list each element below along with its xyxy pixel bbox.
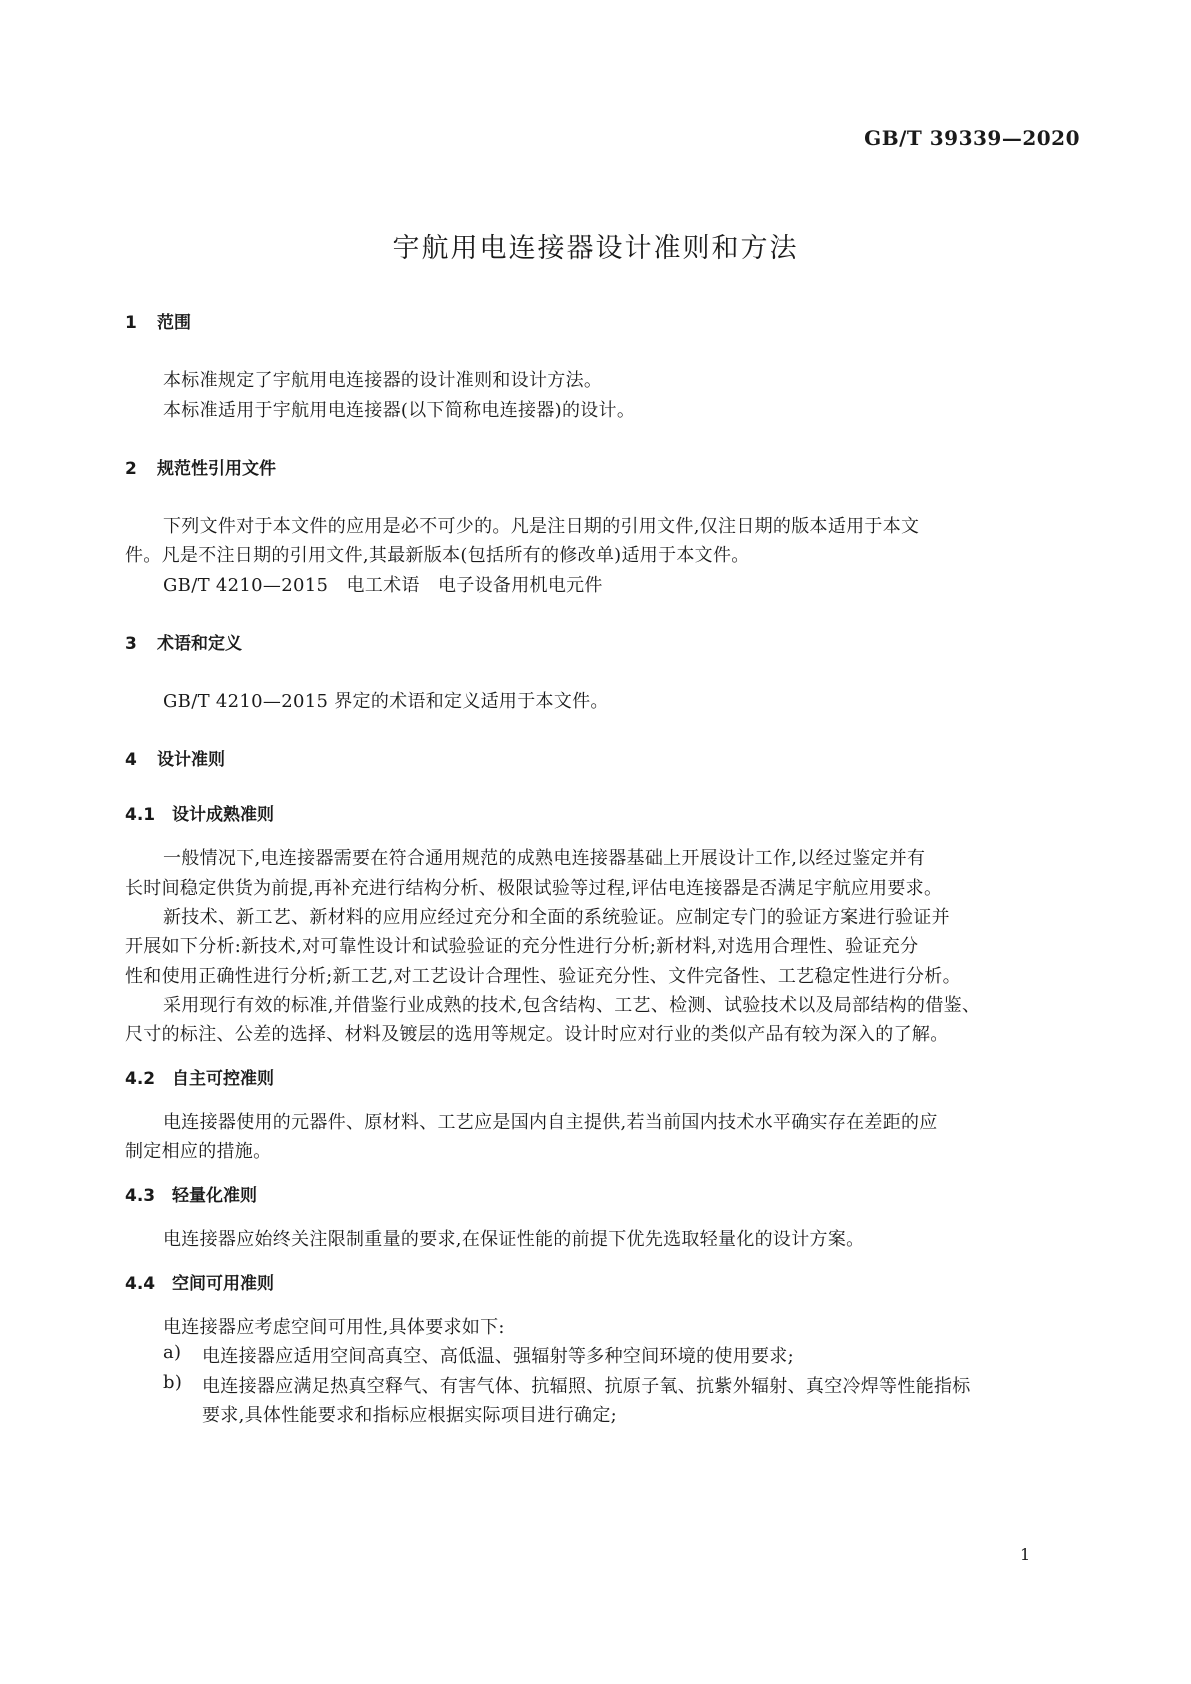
- paragraph-line: 性和使用正确性进行分析;新工艺,对工艺设计合理性、验证充分性、文件完备性、工艺稳定性进行分析。: [125, 966, 961, 987]
- paragraph-line: 新技术、新工艺、新材料的应用应经过充分和全面的系统验证。应制定专门的验证方案进行验证并: [163, 907, 950, 928]
- paragraph-line: 一般情况下,电连接器需要在符合通用规范的成熟电连接器基础上开展设计工作,以经过鉴定并有: [163, 848, 926, 869]
- paragraph: GB/T 4210—2015 界定的术语和定义适用于本文件。: [163, 691, 609, 712]
- paragraph-line: 件。凡是不注日期的引用文件,其最新版本(包括所有的修改单)适用于本文件。: [125, 545, 750, 566]
- paragraph-line: 下列文件对于本文件的应用是必不可少的。凡是注日期的引用文件,仅注日期的版本适用于本文: [163, 516, 920, 537]
- section-number: 4.3: [125, 1186, 156, 1206]
- section-number: 4.2: [125, 1069, 156, 1089]
- list-item-a-label: a): [163, 1342, 182, 1363]
- section-title: 设计准则: [157, 750, 225, 770]
- section-number: 2: [125, 459, 137, 479]
- section-number: 3: [125, 634, 137, 654]
- subsection-4-4-heading: [125, 1269, 274, 1294]
- normative-reference: GB/T 4210—2015 电工术语 电子设备用机电元件: [163, 575, 603, 596]
- paragraph: 电连接器应始终关注限制重量的要求,在保证性能的前提下优先选取轻量化的设计方案。: [163, 1229, 865, 1250]
- document-title: 宇航用电连接器设计准则和方法: [392, 233, 799, 264]
- section-number: 4.4: [125, 1274, 156, 1294]
- section-3-heading: [125, 629, 242, 654]
- section-title: 范围: [157, 313, 191, 333]
- paragraph-line: 电连接器使用的元器件、原材料、工艺应是国内自主提供,若当前国内技术水平确实存在差距的应: [163, 1112, 938, 1133]
- section-2-heading: [125, 454, 276, 479]
- section-number: 4: [125, 750, 137, 770]
- paragraph: 本标准规定了宇航用电连接器的设计准则和设计方法。: [163, 370, 603, 391]
- paragraph: 电连接器应考虑空间可用性,具体要求如下:: [163, 1317, 505, 1338]
- list-item-b-text-continued: 要求,具体性能要求和指标应根据实际项目进行确定;: [202, 1405, 617, 1426]
- paragraph-line: 采用现行有效的标准,并借鉴行业成熟的技术,包含结构、工艺、检测、试验技术以及局部结构的借鉴、: [163, 995, 981, 1016]
- section-number: 1: [125, 313, 137, 333]
- section-1-heading: [125, 308, 191, 333]
- list-item-b-label: b): [163, 1372, 183, 1393]
- section-4-heading: [125, 745, 225, 770]
- section-title: 空间可用准则: [172, 1274, 274, 1294]
- paragraph-line: 尺寸的标注、公差的选择、材料及镀层的选用等规定。设计时应对行业的类似产品有较为深入的了解。: [125, 1024, 949, 1045]
- subsection-4-2-heading: [125, 1064, 274, 1089]
- document-number: GB/T 39339—2020: [864, 126, 1080, 150]
- list-item-b-text: 电连接器应满足热真空释气、有害气体、抗辐照、抗原子氧、抗紫外辐射、真空冷焊等性能指标: [202, 1376, 971, 1397]
- page-number: 1: [1020, 1545, 1031, 1564]
- section-title: 设计成熟准则: [172, 805, 274, 825]
- section-title: 轻量化准则: [172, 1186, 257, 1206]
- subsection-4-1-heading: [125, 800, 274, 825]
- section-number: 4.1: [125, 805, 156, 825]
- section-title: 自主可控准则: [172, 1069, 274, 1089]
- section-title: 规范性引用文件: [157, 459, 276, 479]
- list-item-a-text: 电连接器应适用空间高真空、高低温、强辐射等多种空间环境的使用要求;: [202, 1346, 794, 1367]
- paragraph-line: 制定相应的措施。: [125, 1141, 272, 1162]
- subsection-4-3-heading: [125, 1181, 257, 1206]
- section-title: 术语和定义: [157, 634, 242, 654]
- paragraph: 本标准适用于宇航用电连接器(以下简称电连接器)的设计。: [163, 400, 636, 421]
- paragraph-line: 长时间稳定供货为前提,再补充进行结构分析、极限试验等过程,评估电连接器是否满足宇航应用要求。: [125, 878, 943, 899]
- paragraph-line: 开展如下分析:新技术,对可靠性设计和试验验证的充分性进行分析;新材料,对选用合理性、验证充分: [125, 936, 919, 957]
